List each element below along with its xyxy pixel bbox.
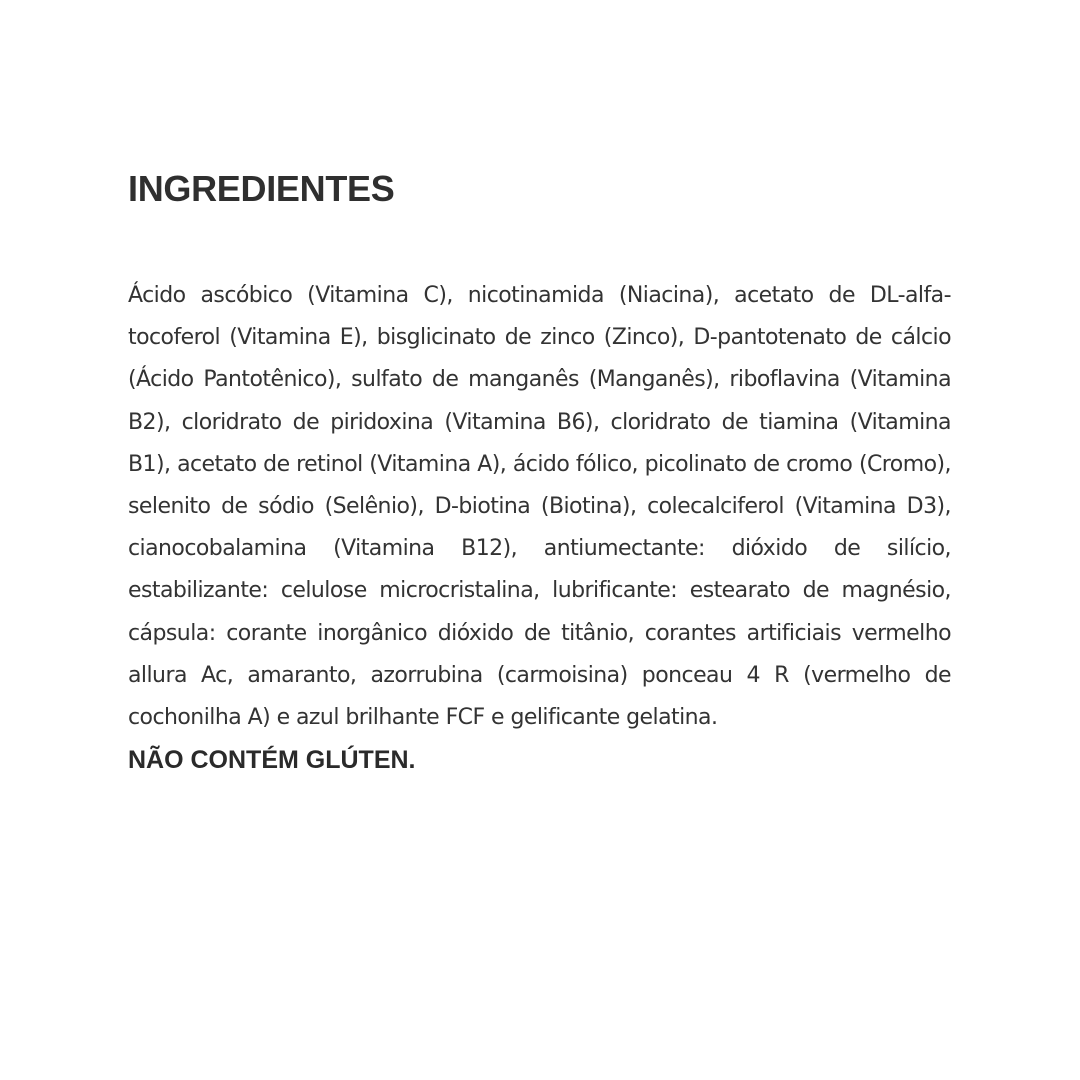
page-title: INGREDIENTES [128,168,395,209]
ingredients-section [128,164,951,781]
gluten-notice: NÃO CONTÉM GLÚTEN. [128,746,416,775]
ingredients-list: Ácido ascóbico (Vitamina C), nicotinamida (Niacina), acetato de DL-alfa-tocoferol (Vitamina E), bisglicinato de zinco (Zinco), D-pantotenato de cálcio (Ácido Pantotênico), sulfato de manganês (Manganês), riboflavina (Vitamina B2), cloridrato de piridoxina (Vitamina B6), cloridrato de tiamina (Vitamina B1), acetato de retinol (Vitamina A), ácido fólico, picolinato de cromo (Cromo), selenito de sódio (Selênio), D-biotina (Biotina), colecalciferol (Vitamina D3), cianocobalamina (Vitamina B12), antiumectante: dióxido de silício, estabilizante: celulose microcristalina, lubrificante: estearato de magnésio, cápsula: corante inorgânico dióxido de titânio, corantes artificiais vermelho allura Ac, amaranto, azorrubina (carmoisina) ponceau 4 R (vermelho de cochonilha A) e azul brilhante FCF e gelificante gelatina. [128,283,951,731]
